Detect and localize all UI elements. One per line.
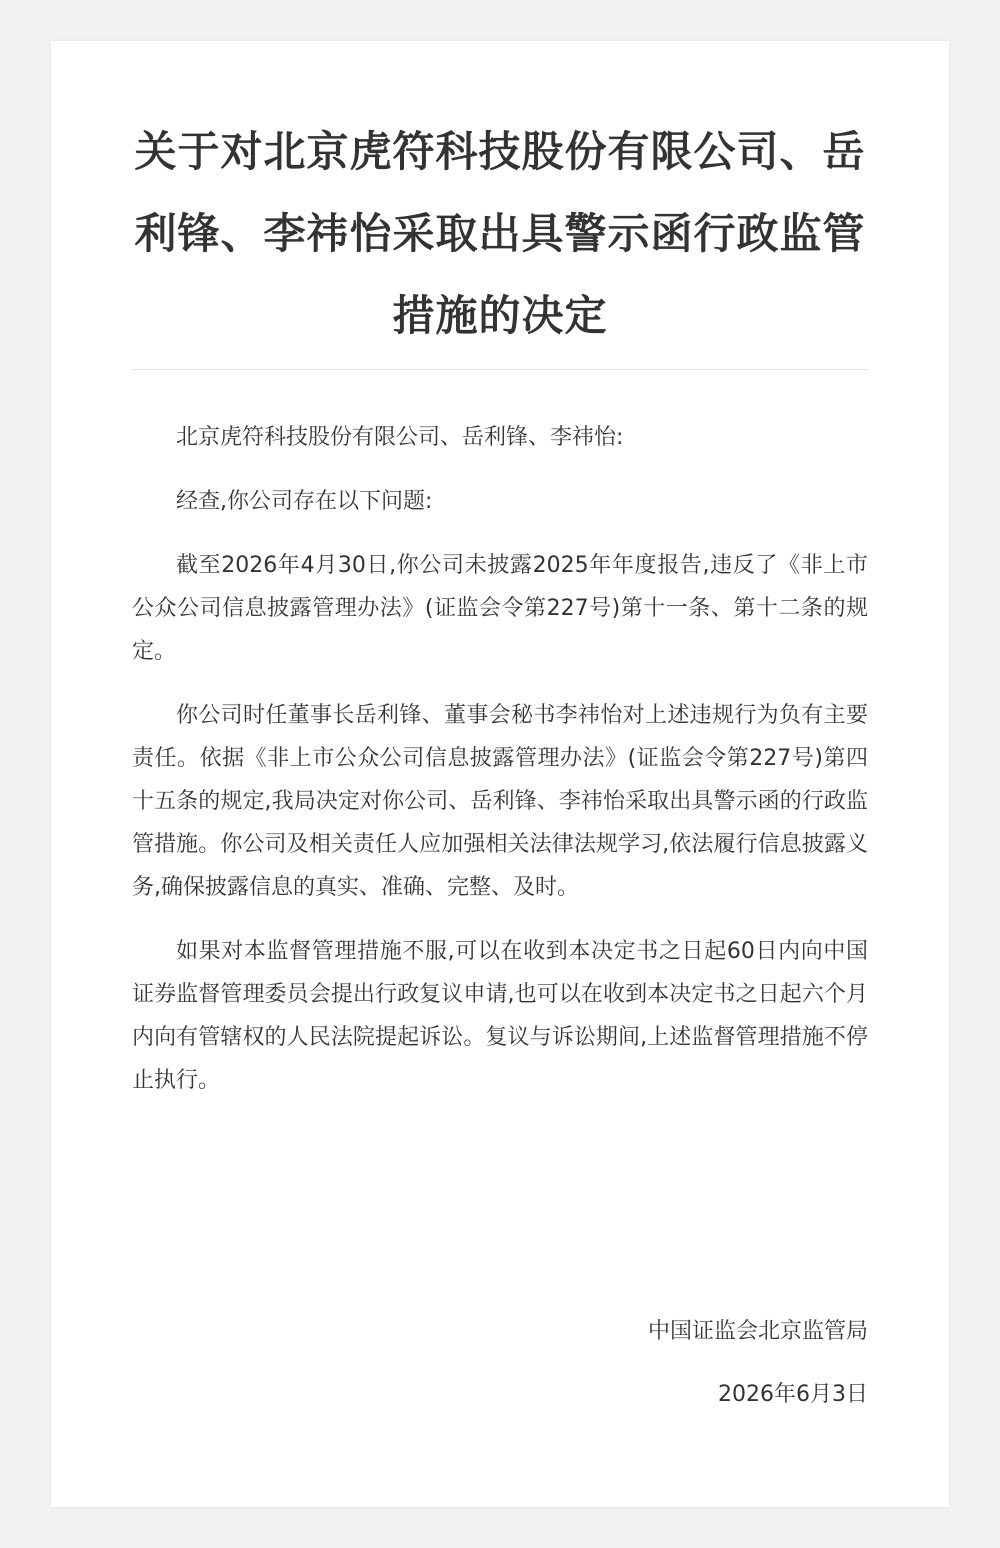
issue-date: 2026年6月3日 bbox=[718, 1382, 868, 1407]
issuing-authority: 中国证监会北京监管局 bbox=[647, 1319, 868, 1344]
violation-paragraph: 截至2026年4月30日,你公司未披露2025年年度报告,违反了《非上市公众公司信息披露管理办法》(证监会令第227号)第十一条、第十二条的规定。 bbox=[132, 553, 868, 664]
title-divider bbox=[132, 369, 868, 370]
document-title: 关于对北京虎符科技股份有限公司、岳利锋、李祎怡采取出具警示函行政监管措施的决定 bbox=[134, 127, 866, 340]
appeal-rights-paragraph: 如果对本监督管理措施不服,可以在收到本决定书之日起60日内向中国证券监督管理委员会提出行政复议申请,也可以在收到本决定书之日起六个月内向有管辖权的人民法院提起诉讼。复议与诉讼期间,上述监督管理措施不停止执行。 bbox=[132, 939, 868, 1093]
document-body bbox=[132, 416, 868, 1123]
decision-paragraph: 你公司时任董事长岳利锋、董事会秘书李祎怡对上述违规行为负有主要责任。依据《非上市公众公司信息披露管理办法》(证监会令第227号)第四十五条的规定,我局决定对你公司、岳利锋、李祎怡采取出具警示函的行政监管措施。你公司及相关责任人应加强相关法律法规学习,依法履行信息披露义务,确保披露信息的真实、准确、完整、及时。 bbox=[132, 703, 868, 900]
addressee-paragraph: 北京虎符科技股份有限公司、岳利锋、李祎怡: bbox=[176, 425, 624, 450]
findings-intro-paragraph: 经查,你公司存在以下问题: bbox=[176, 489, 433, 514]
document-page bbox=[51, 41, 949, 1507]
